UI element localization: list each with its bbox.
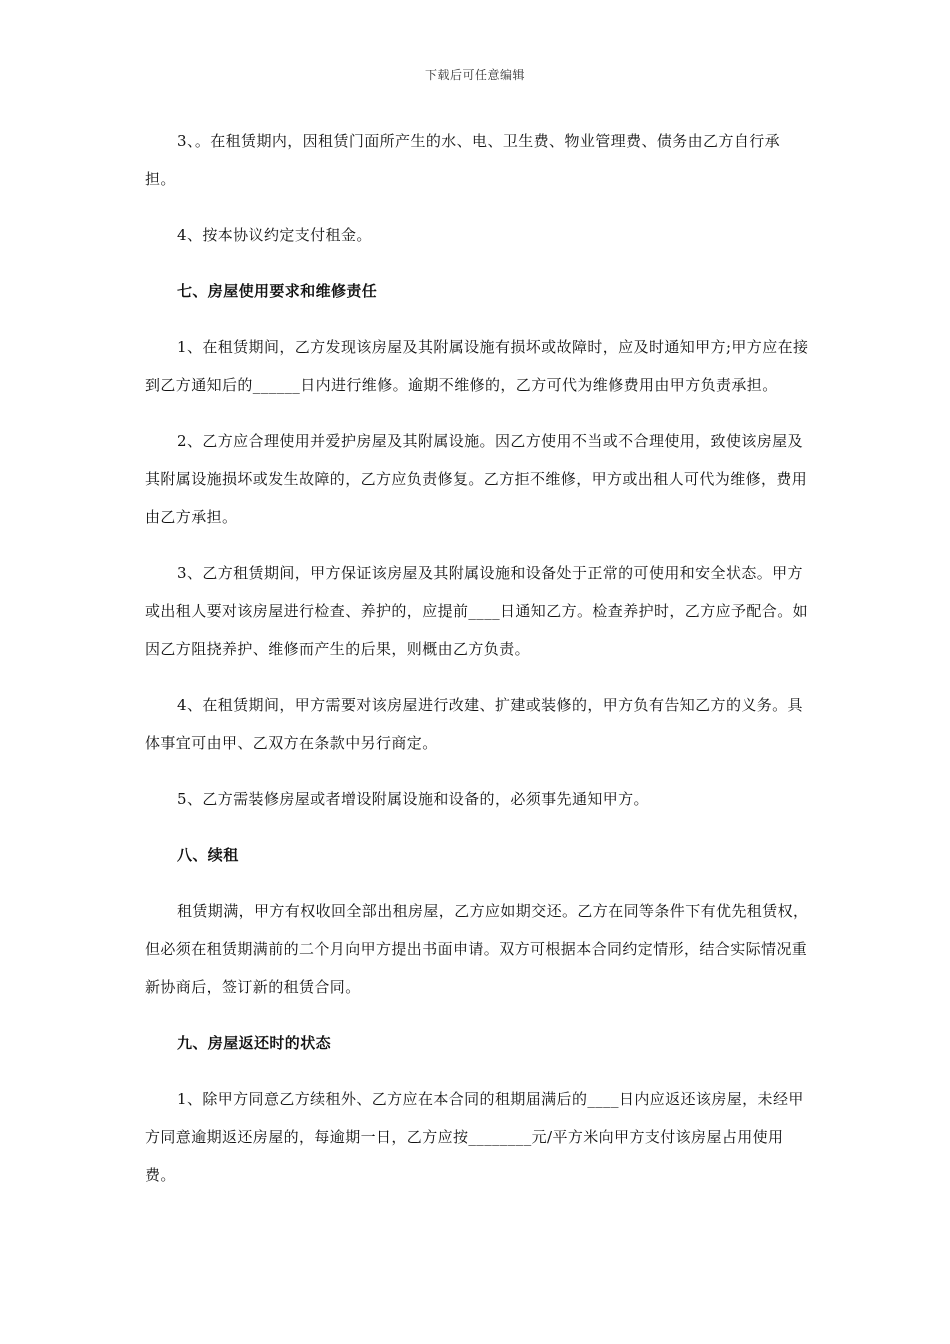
clause-7-4: 4、在租赁期间，甲方需要对该房屋进行改建、扩建或装修的，甲方负有告知乙方的义务。具体事宜可由甲、乙双方在条款中另行商定。 bbox=[145, 696, 803, 752]
clause-6-3: 3、。在租赁期内，因租赁门面所产生的水、电、卫生费、物业管理费、债务由乙方自行承担。 bbox=[145, 132, 781, 188]
document-body bbox=[145, 122, 810, 1212]
clause-8-1: 租赁期满，甲方有权收回全部出租房屋，乙方应如期交还。乙方在同等条件下有优先租赁权，但必须在租赁期满前的二个月向甲方提出书面申请。双方可根据本合同约定情形，结合实际情况重新协商后，签订新的租赁合同。 bbox=[145, 902, 809, 996]
header-note: 下载后可任意编辑 bbox=[424, 68, 525, 82]
section-heading-8: 八、续租 bbox=[177, 846, 239, 864]
clause-7-5: 5、乙方需装修房屋或者增设附属设施和设备的，必须事先通知甲方。 bbox=[177, 790, 649, 808]
clause-9-1: 1、除甲方同意乙方续租外、乙方应在本合同的租期届满后的____日内应返还该房屋，未经甲方同意逾期返还房屋的，每逾期一日，乙方应按________元/平方米向甲方支付该房屋占用使用费。 bbox=[145, 1090, 804, 1184]
section-heading-9: 九、房屋返还时的状态 bbox=[177, 1034, 332, 1052]
section-heading-7: 七、房屋使用要求和维修责任 bbox=[177, 282, 378, 300]
clause-7-2: 2、乙方应合理使用并爱护房屋及其附属设施。因乙方使用不当或不合理使用，致使该房屋及其附属设施损坏或发生故障的，乙方应负责修复。乙方拒不维修，甲方或出租人可代为维修，费用由乙方承担。 bbox=[145, 432, 808, 526]
clause-6-4: 4、按本协议约定支付租金。 bbox=[177, 226, 372, 244]
clause-7-3: 3、乙方租赁期间，甲方保证该房屋及其附属设施和设备处于正常的可使用和安全状态。甲方或出租人要对该房屋进行检查、养护的，应提前____日通知乙方。检查养护时，乙方应予配合。如因乙方阻挠养护、维修而产生的后果，则概由乙方负责。 bbox=[145, 564, 809, 658]
clause-7-1: 1、在租赁期间，乙方发现该房屋及其附属设施有损坏或故障时，应及时通知甲方;甲方应在接到乙方通知后的______日内进行维修。逾期不维修的，乙方可代为维修费用由甲方负责承担。 bbox=[145, 338, 809, 394]
